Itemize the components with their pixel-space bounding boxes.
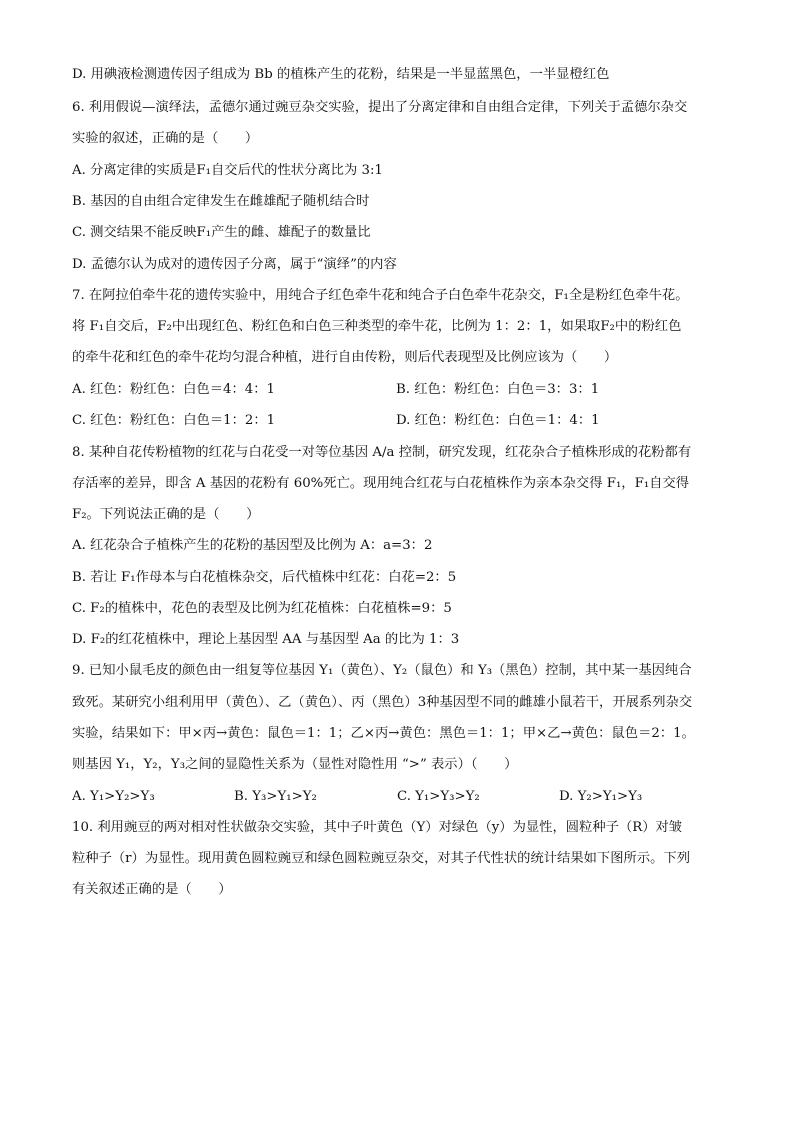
q10-stem: 10. 利用豌豆的两对相对性状做杂交实验，其中子叶黄色（Y）对绿色（y）为显性，圆粒种子（R）对皱 [72, 820, 683, 835]
q10-stem-cont2: 有关叙述正确的是（ ） [72, 882, 232, 897]
q6-option-c: C. 测交结果不能反映F₁产生的雌、雄配子的数量比 [72, 225, 371, 240]
q6-option-a: A. 分离定律的实质是F₁自交后代的性状分离比为 3:1 [72, 163, 383, 178]
q8-stem-cont2: F₂。下列说法正确的是（ ） [72, 507, 260, 522]
q7-stem: 7. 在阿拉伯牵牛花的遗传实验中，用纯合子红色牵牛花和纯合子白色牵牛花杂交，F₁全是粉红色牵牛花。 [72, 288, 689, 303]
q7-option-a: A. 红色：粉红色：白色＝4：4：1 [72, 382, 275, 397]
q9-stem-cont2: 实验，结果如下：甲×丙→黄色：鼠色＝1：1；乙×丙→黄色：黑色＝1：1；甲×乙→黄色：鼠色＝2：1。 [72, 726, 695, 741]
q6-option-b: B. 基因的自由组合定律发生在雌雄配子随机结合时 [72, 194, 370, 209]
q9-option-c: C. Y₁>Y₃>Y₂ [397, 789, 480, 804]
q7-option-d: D. 红色：粉红色：白色＝1：4：1 [396, 413, 600, 428]
q5-option-d: D. 用碘液检测遗传因子组成为 Bb 的植株产生的花粉，结果是一半显蓝黑色，一半显橙红色 [72, 67, 610, 82]
q9-option-b: B. Y₃>Y₁>Y₂ [234, 789, 317, 804]
q8-option-d: D. F₂的红花植株中，理论上基因型 AA 与基因型 Aa 的比为 1：3 [72, 632, 460, 647]
q8-stem-cont: 存活率的差异，即含 A 基因的花粉有 60%死亡。现用纯合红花与白花植株作为亲本杂交得 F₁，F₁自交得 [72, 476, 690, 491]
q7-option-c: C. 红色：粉红色：白色＝1：2：1 [72, 413, 276, 428]
q6-stem-cont: 实验的叙述，正确的是（ ） [72, 131, 259, 146]
q9-stem: 9. 已知小鼠毛皮的颜色由一组复等位基因 Y₁（黄色）、Y₂（鼠色）和 Y₃（黑色）控制，其中某一基因纯合 [72, 663, 692, 678]
q9-stem-cont: 致死。某研究小组利用甲（黄色）、乙（黄色）、丙（黑色）3种基因型不同的雌雄小鼠若干，开展系列杂交 [72, 695, 693, 710]
q6-option-d: D. 孟德尔认为成对的遗传因子分离，属于“演绎”的内容 [72, 257, 397, 272]
q7-stem-cont2: 的牵牛花和红色的牵牛花均匀混合种植，进行自由传粉，则后代表现型及比例应该为（ ） [72, 350, 618, 365]
q8-option-c: C. F₂的植株中，花色的表型及比例为红花植株：白花植株=9：5 [72, 601, 452, 616]
q8-stem: 8. 某种自花传粉植物的红花与白花受一对等位基因 A/a 控制，研究发现，红花杂合子植株形成的花粉都有 [72, 445, 692, 460]
q7-stem-cont: 将 F₁自交后，F₂中出现红色、粉红色和白色三种类型的牵牛花，比例为 1：2：1，如果取F₂中的粉红色 [72, 319, 682, 334]
q8-option-a: A. 红花杂合子植株产生的花粉的基因型及比例为 A：a=3：2 [72, 538, 433, 553]
q9-option-a: A. Y₁>Y₂>Y₃ [72, 789, 155, 804]
q7-option-b: B. 红色：粉红色：白色＝3：3：1 [396, 382, 600, 397]
q9-option-d: D. Y₂>Y₁>Y₃ [559, 789, 643, 804]
q9-stem-cont3: 则基因 Y₁，Y₂，Y₃之间的显隐性关系为（显性对隐性用 “>” 表示）（ ） [72, 757, 518, 772]
q6-stem: 6. 利用假说—演绎法，孟德尔通过豌豆杂交实验，提出了分离定律和自由组合定律，下列关于孟德尔杂交 [72, 100, 688, 115]
q8-option-b: B. 若让 F₁作母本与白花植株杂交，后代植株中红花：白花=2：5 [72, 570, 457, 585]
q10-stem-cont: 粒种子（r）为显性。现用黄色圆粒豌豆和绿色圆粒豌豆杂交，对其子代性状的统计结果如下图所示。下列 [72, 851, 691, 866]
